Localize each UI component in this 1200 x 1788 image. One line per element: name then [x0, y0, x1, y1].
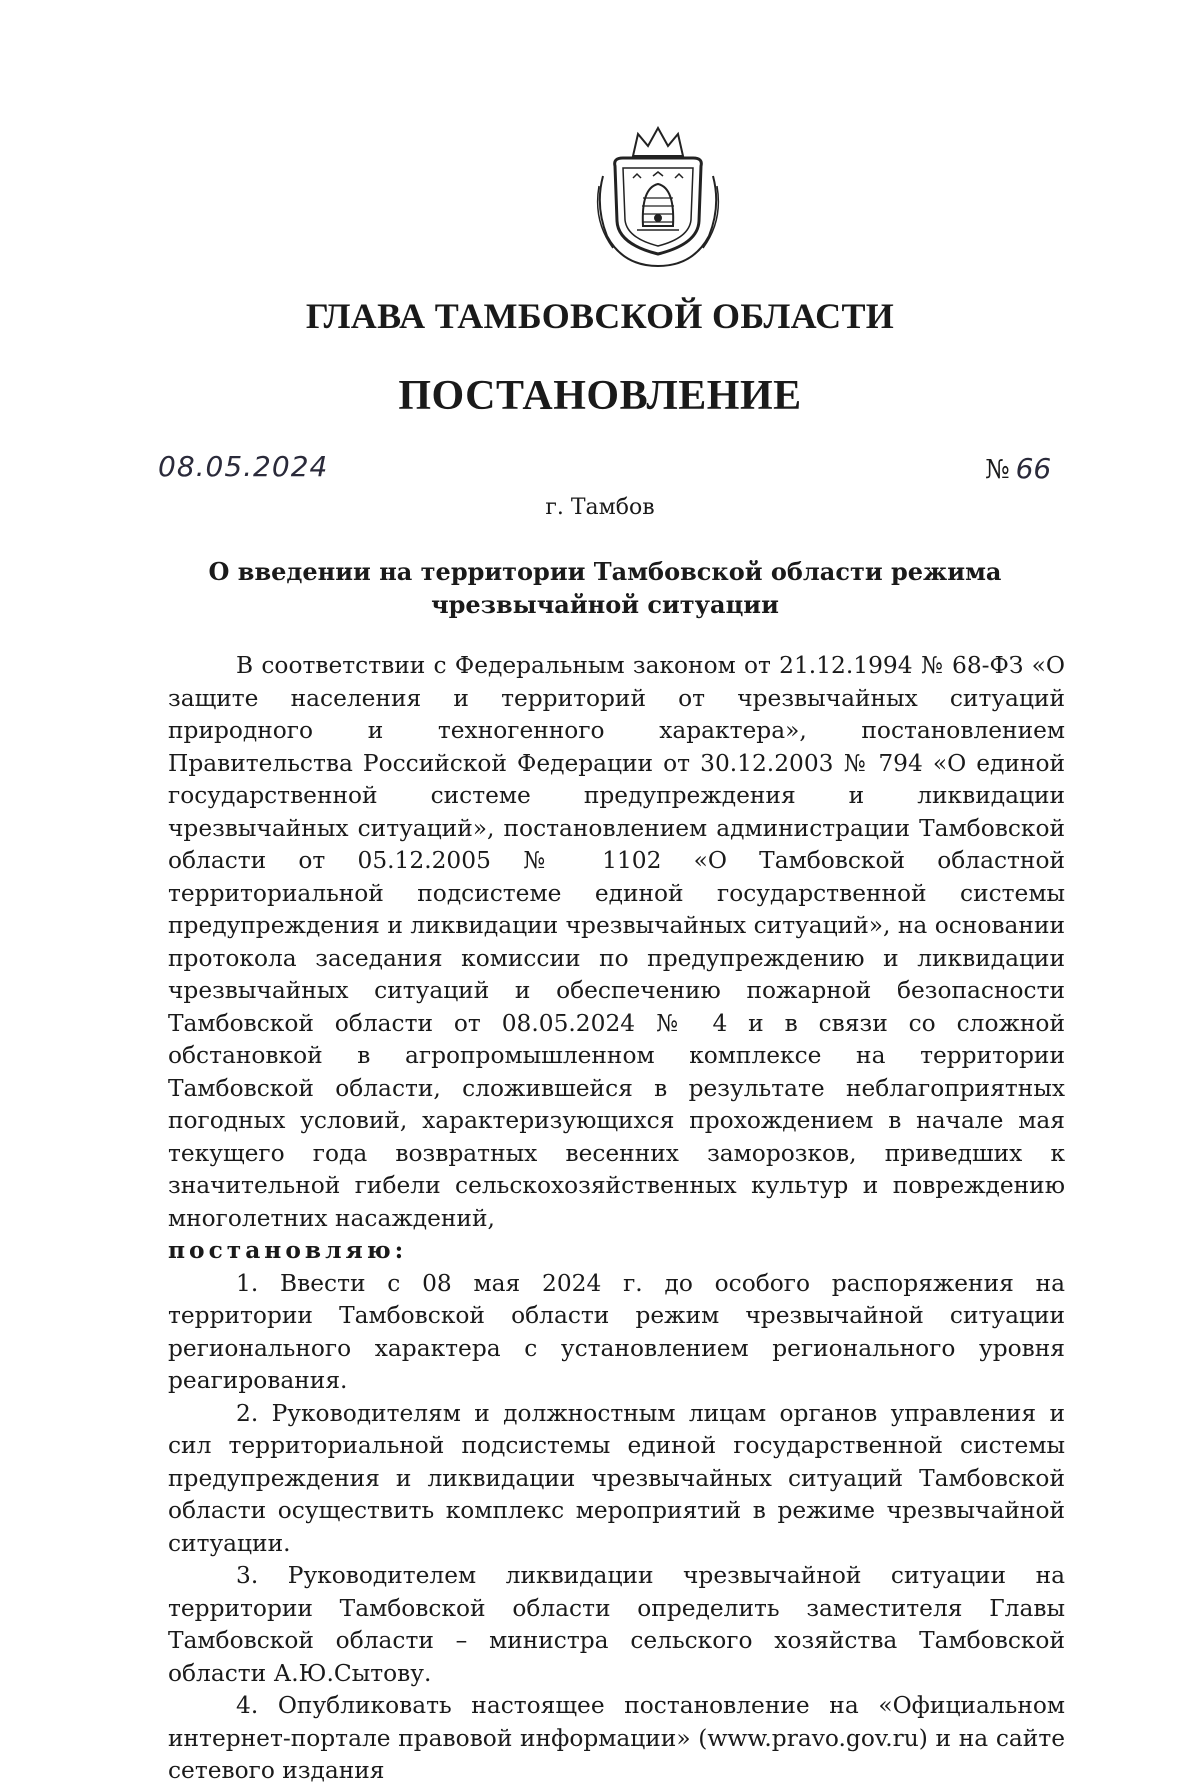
- document-number: [985, 452, 1051, 485]
- document-type: ПОСТАНОВЛЕНИЕ: [398, 373, 802, 419]
- issuing-authority: ГЛАВА ТАМБОВСКОЙ ОБЛАСТИ: [305, 296, 895, 336]
- document-subject: О введении на территории Тамбовской области режима чрезвычайной ситуации: [208, 557, 1002, 619]
- document-body: [168, 650, 1065, 1788]
- item-paragraph-3: 3. Руководителем ликвидации чрезвычайной ситуации на территории Тамбовской области определить заместителя Главы Тамбовской области – министра сельского хозяйства Тамбовской области А.Ю.Сытову.: [168, 1562, 1065, 1687]
- city-name: г. Тамбов: [545, 495, 655, 520]
- item-paragraph-1: 1. Ввести с 08 мая 2024 г. до особого распоряжения на территории Тамбовской области режим чрезвычайной ситуации регионального характера с установлением регионального уровня реагирования.: [168, 1269, 1065, 1394]
- resolve-word: постановляю:: [168, 1237, 408, 1264]
- item-paragraph-2: 2. Руководителям и должностным лицам органов управления и сил территориальной подсистемы единой государственной системы предупреждения и ликвидации чрезвычайных ситуаций Тамбовской области осуществить комплекс мероприятий в режиме чрезвычайной ситуации.: [168, 1399, 1065, 1557]
- item-paragraph-4: 4. Опубликовать настоящее постановление на «Официальном интернет-портале правовой информации» (www.pravo.gov.ru) и на сайте сетевого издания: [168, 1692, 1065, 1784]
- number-sign: №: [985, 455, 1010, 485]
- document-date: 08.05.2024: [158, 450, 329, 483]
- resolve-line: [168, 1235, 1065, 1268]
- preamble-paragraph: В соответствии с Федеральным законом от 21.12.1994 № 68-ФЗ «О защите населения и территорий от чрезвычайных ситуаций природного и техногенного характера», постановлением Правительства Российской Федерации от 30.12.2003 № 794 «О единой государственной системе предупреждения и ликвидации чрезвычайных ситуаций», постановлением администрации Тамбовской области от 05.12.2005 № 1102 «О Тамбовской областной территориальной подсистеме единой государственной системы предупреждения и ликвидации чрезвычайных ситуаций», на основании протокола заседания комиссии по предупреждению и ликвидации чрезвычайных ситуаций и обеспечению пожарной безопасности Тамбовской области от 08.05.2024 № 4 и в связи со сложной обстановкой в агропромышленном комплексе на территории Тамбовской области, сложившейся в результате неблагоприятных погодных условий, характеризующихся прохождением в начале мая текущего года возвратных весенних заморозков, приведших к значительной гибели сельскохозяйственных культур и повреждению многолетних насаждений,: [168, 652, 1065, 1232]
- coat-of-arms-emblem: [593, 126, 723, 271]
- number-value: 66: [1015, 452, 1052, 485]
